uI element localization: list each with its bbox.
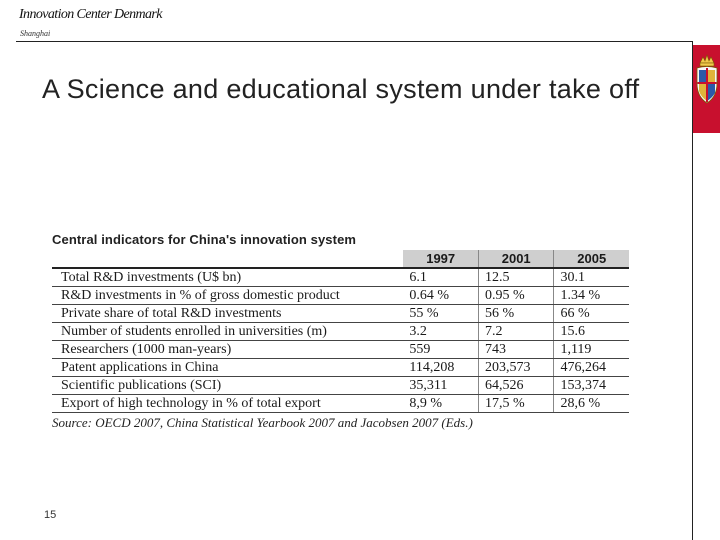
row-label: Private share of total R&D investments [52, 305, 403, 323]
table-header-row [52, 250, 629, 268]
row-label: R&D investments in % of gross domestic product [52, 287, 403, 305]
cell-value: 1.34 % [554, 287, 629, 305]
table-row [52, 395, 629, 413]
cell-value: 56 % [478, 305, 554, 323]
cell-value: 17,5 % [478, 395, 554, 413]
cell-value: 28,6 % [554, 395, 629, 413]
table-row [52, 359, 629, 377]
table-row [52, 287, 629, 305]
slide-title: A Science and educational system under take off [42, 74, 640, 104]
row-label: Researchers (1000 man-years) [52, 341, 403, 359]
table-row [52, 323, 629, 341]
table-caption: Central indicators for China's innovation system [52, 232, 357, 247]
crest-tab [693, 45, 720, 133]
row-label: Number of students enrolled in universities (m) [52, 323, 403, 341]
org-name: Innovation Center Denmark [19, 7, 162, 22]
cell-value: 7.2 [478, 323, 554, 341]
cell-value: 64,526 [478, 377, 554, 395]
cell-value: 8,9 % [403, 395, 478, 413]
table-source: Source: OECD 2007, China Statistical Yearbook 2007 and Jacobsen 2007 (Eds.) [52, 415, 473, 430]
cell-value: 12.5 [478, 268, 554, 287]
table-row [52, 341, 629, 359]
row-label: Scientific publications (SCI) [52, 377, 403, 395]
cell-value: 476,264 [554, 359, 629, 377]
page-number: 15 [44, 509, 57, 521]
column-header: 2001 [478, 250, 554, 268]
cell-value: 66 % [554, 305, 629, 323]
cell-value: 15.6 [554, 323, 629, 341]
cell-value: 35,311 [403, 377, 478, 395]
cell-value: 6.1 [403, 268, 478, 287]
table-row [52, 268, 629, 287]
indicator-table-figure [52, 230, 632, 431]
cell-value: 153,374 [554, 377, 629, 395]
header-blank [52, 250, 403, 268]
cell-value: 55 % [403, 305, 478, 323]
org-location: Shanghai [20, 29, 51, 38]
cell-value: 559 [403, 341, 478, 359]
cell-value: 114,208 [403, 359, 478, 377]
column-header: 2005 [554, 250, 629, 268]
row-label: Patent applications in China [52, 359, 403, 377]
indicators-table [52, 250, 629, 413]
cell-value: 3.2 [403, 323, 478, 341]
row-label: Total R&D investments (U$ bn) [52, 268, 403, 287]
header-divider [16, 41, 692, 42]
cell-value: 203,573 [478, 359, 554, 377]
royal-crest-icon [696, 53, 718, 107]
column-header: 1997 [403, 250, 478, 268]
table-row [52, 305, 629, 323]
row-label: Export of high technology in % of total export [52, 395, 403, 413]
cell-value: 1,119 [554, 341, 629, 359]
cell-value: 30.1 [554, 268, 629, 287]
cell-value: 743 [478, 341, 554, 359]
table-row [52, 377, 629, 395]
cell-value: 0.95 % [478, 287, 554, 305]
cell-value: 0.64 % [403, 287, 478, 305]
